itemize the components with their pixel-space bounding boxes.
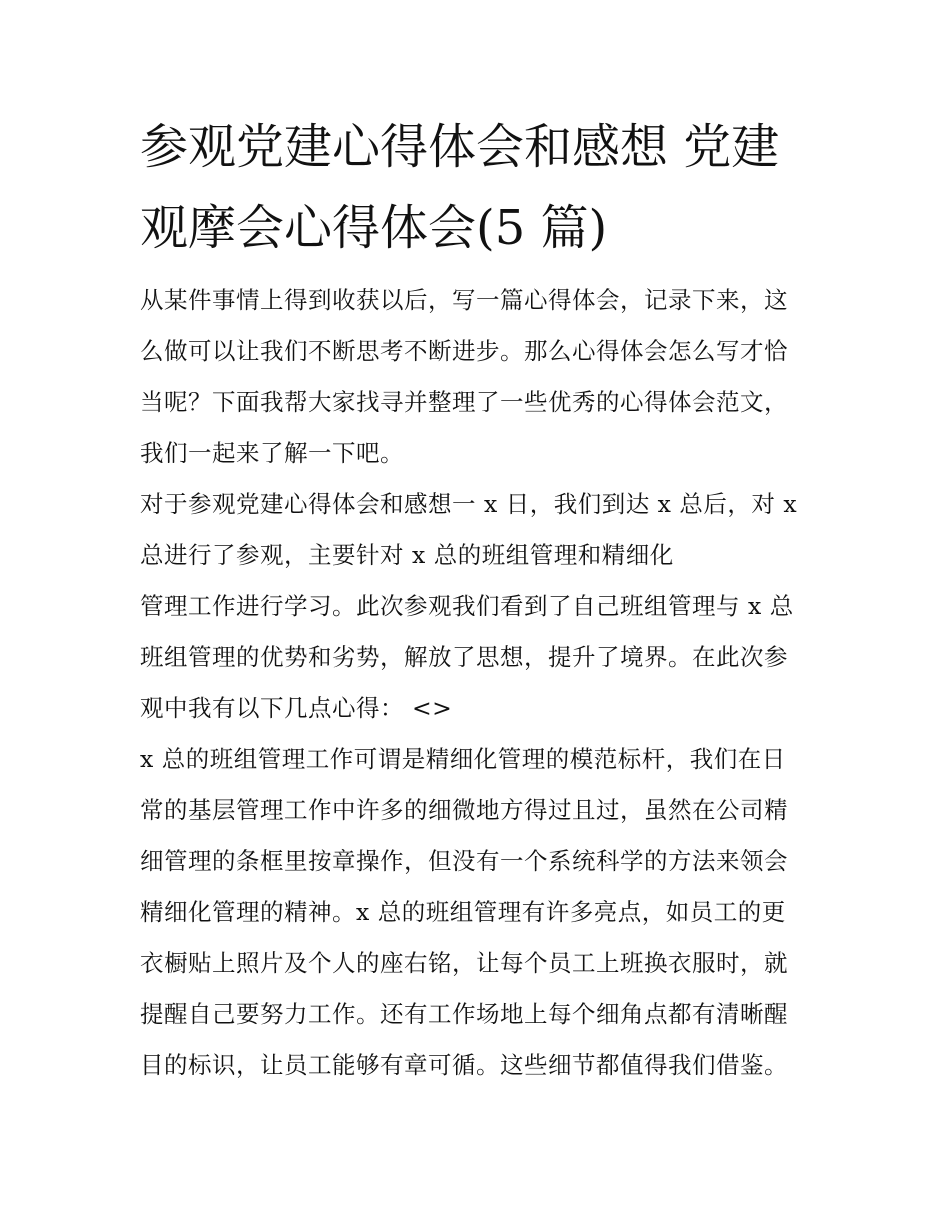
document-title-line-1: 参观党建心得体会和感想 党建 [140,119,780,175]
body-line: 管理工作进行学习。此次参观我们看到了自己班组管理与 x 总 [140,592,794,620]
body-line: 精细化管理的精神。x 总的班组管理有许多亮点，如员工的更 [140,898,786,926]
body-line: 衣橱贴上照片及个人的座右铭，让每个员工上班换衣服时，就 [140,949,788,977]
body-line: 常的基层管理工作中许多的细微地方得过且过，虽然在公司精 [140,796,788,824]
body-line: 我们一起来了解一下吧。 [140,439,404,467]
body-line: 对于参观党建心得体会和感想一 x 日，我们到达 x 总后，对 x [140,490,798,518]
body-line: 细管理的条框里按章操作，但没有一个系统科学的方法来领会 [140,847,788,875]
body-line: 提醒自己要努力工作。还有工作场地上每个细角点都有清晰醒 [140,1000,788,1028]
body-line: 从某件事情上得到收获以后，写一篇心得体会，记录下来，这 [140,286,788,314]
body-line: 总进行了参观，主要针对 x 总的班组管理和精细化 [140,541,674,569]
document-title-line-2: 观摩会心得体会(5 篇) [140,200,608,256]
body-line: 当呢？下面我帮大家找寻并整理了一些优秀的心得体会范文， [140,388,788,416]
body-line: 么做可以让我们不断思考不断进步。那么心得体会怎么写才恰 [140,337,788,365]
body-line: 目的标识，让员工能够有章可循。这些细节都值得我们借鉴。 [140,1051,788,1079]
body-line: 观中我有以下几点心得： <> [140,694,453,722]
body-line: x 总的班组管理工作可谓是精细化管理的模范标杆，我们在日 [140,745,786,773]
body-line: 班组管理的优势和劣势，解放了思想，提升了境界。在此次参 [140,643,788,671]
